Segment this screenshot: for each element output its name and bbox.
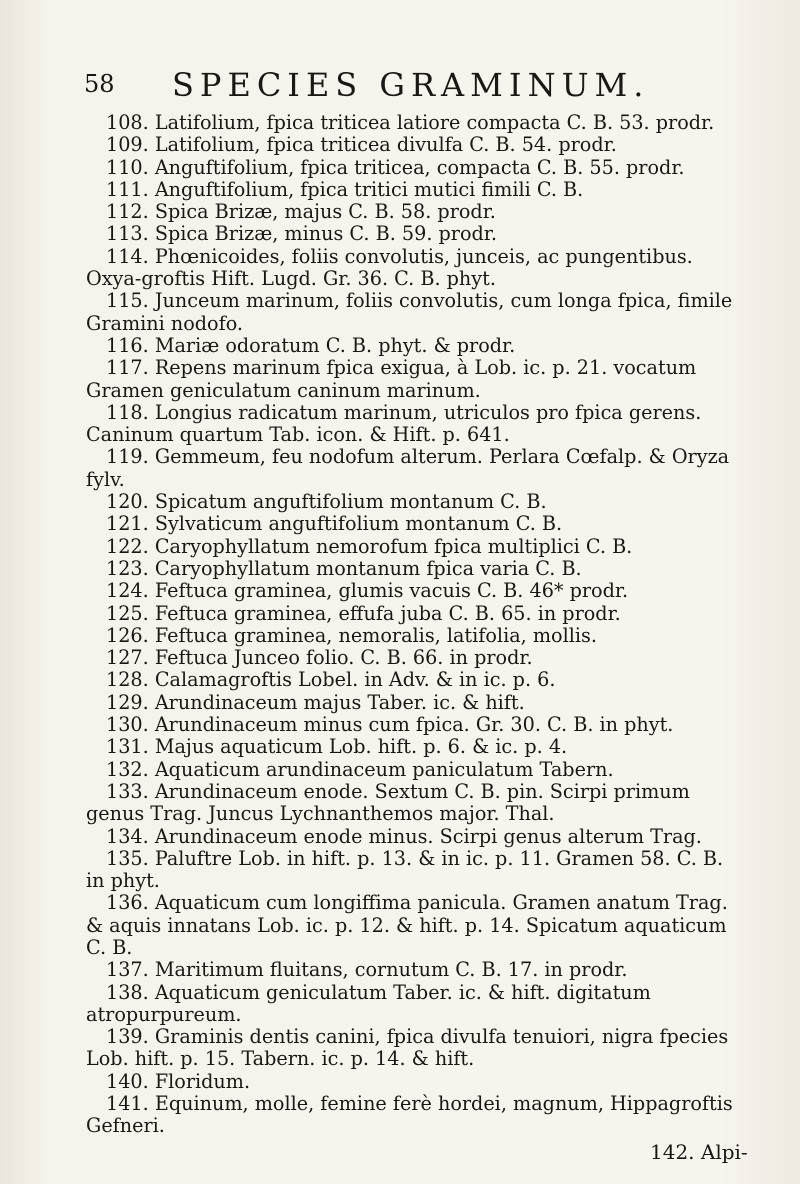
species-entry: 128. Calamagroftis Lobel. in Adv. & in ic. p. 6. <box>106 668 556 692</box>
species-entry: 122. Caryophyllatum nemorofum fpica multiplici C. B. <box>106 534 633 558</box>
species-entry: 131. Majus aquaticum Lob. hift. p. 6. & ic. p. 4. <box>106 735 568 759</box>
species-entry: 127. Feftuca Junceo folio. C. B. 66. in prodr. <box>106 646 533 670</box>
species-entry: 136. Aquaticum cum longiffima panicula. Gramen anatum Trag. & aquis innatans Lob. ic. p. 12. & hift. p. 14. Spicatum aquaticum C. B. <box>86 891 728 959</box>
species-entry: 137. Maritimum fluitans, cornutum C. B. 17. in prodr. <box>106 958 628 982</box>
species-entry: 140. Floridum. <box>106 1069 251 1093</box>
page-number: 58 <box>84 70 115 98</box>
species-entry: 135. Paluftre Lob. in hift. p. 13. & in ic. p. 11. Gramen 58. C. B. in phyt. <box>86 846 724 893</box>
species-entry: 114. Phœnicoides, foliis convolutis, junceis, ac pungentibus. Oxya-groftis Hift. Lugd. Gr. 36. C. B. phyt. <box>86 244 693 291</box>
species-entry: 134. Arundinaceum enode minus. Scirpi genus alterum Trag. <box>106 824 702 848</box>
species-entry: 133. Arundinaceum enode. Sextum C. B. pin. Scirpi primum genus Trag. Juncus Lychnanthemos major. Thal. <box>86 779 690 826</box>
species-entry: 117. Repens marinum fpica exigua, à Lob. ic. p. 21. vocatum Gramen geniculatum caninum marinum. <box>86 356 697 402</box>
species-entry: 123. Caryophyllatum montanum fpica varia C. B. <box>106 556 582 580</box>
species-entry: 141. Equinum, molle, femine ferè hordei, magnum, Hippagroftis Gefneri. <box>86 1092 733 1138</box>
species-entry: 118. Longius radicatum marinum, utriculos pro fpica gerens. Caninum quartum Tab. icon. & Hift. p. 641. <box>86 400 702 447</box>
running-title: SPECIES GRAMINUM. <box>172 66 650 104</box>
species-entry: 111. Anguftifolium, fpica tritici mutici fimili C. B. <box>106 177 584 201</box>
species-entry: 120. Spicatum anguftifolium montanum C. B. <box>106 490 547 514</box>
species-entry: 121. Sylvaticum anguftifolium montanum C. B. <box>106 512 563 536</box>
page-header <box>84 66 724 106</box>
species-entry: 109. Latifolium, fpica triticea divulfa C. B. 54. prodr. <box>106 133 617 157</box>
species-entry: 139. Graminis dentis canini, fpica divulfa tenuiori, nigra fpecies Lob. hift. p. 15. Tabern. ic. p. 14. & hift. <box>86 1025 729 1071</box>
species-entry: 116. Mariæ odoratum C. B. phyt. & prodr. <box>106 333 516 357</box>
species-entry: 125. Feftuca graminea, effufa juba C. B. 65. in prodr. <box>106 601 621 625</box>
species-entry: 119. Gemmeum, feu nodofum alterum. Perlara Cœfalp. & Oryza fylv. <box>86 445 730 491</box>
species-entry: 130. Arundinaceum minus cum fpica. Gr. 30. C. B. in phyt. <box>106 713 674 737</box>
catchword: 142. Alpi- <box>650 1140 748 1164</box>
species-entry: 129. Arundinaceum majus Taber. ic. & hift. <box>106 690 525 714</box>
species-entry: 138. Aquaticum geniculatum Taber. ic. & hift. digitatum atropurpureum. <box>86 980 651 1026</box>
species-entry: 113. Spica Brizæ, minus C. B. 59. prodr. <box>106 222 497 246</box>
species-entry: 108. Latifolium, fpica triticea latiore compacta C. B. 53. prodr. <box>106 111 715 134</box>
species-list <box>86 112 744 1138</box>
species-entry: 124. Feftuca graminea, glumis vacuis C. B. 46* prodr. <box>106 579 629 603</box>
species-entry: 126. Feftuca graminea, nemoralis, latifolia, mollis. <box>106 623 597 647</box>
species-entry: 132. Aquaticum arundinaceum paniculatum Tabern. <box>106 757 614 781</box>
species-entry: 112. Spica Brizæ, majus C. B. 58. prodr. <box>106 200 496 224</box>
species-entry: 110. Anguftifolium, fpica triticea, compacta C. B. 55. prodr. <box>106 155 685 179</box>
species-entry: 115. Junceum marinum, foliis convolutis, cum longa fpica, fimile Gramini nodofo. <box>86 289 733 335</box>
